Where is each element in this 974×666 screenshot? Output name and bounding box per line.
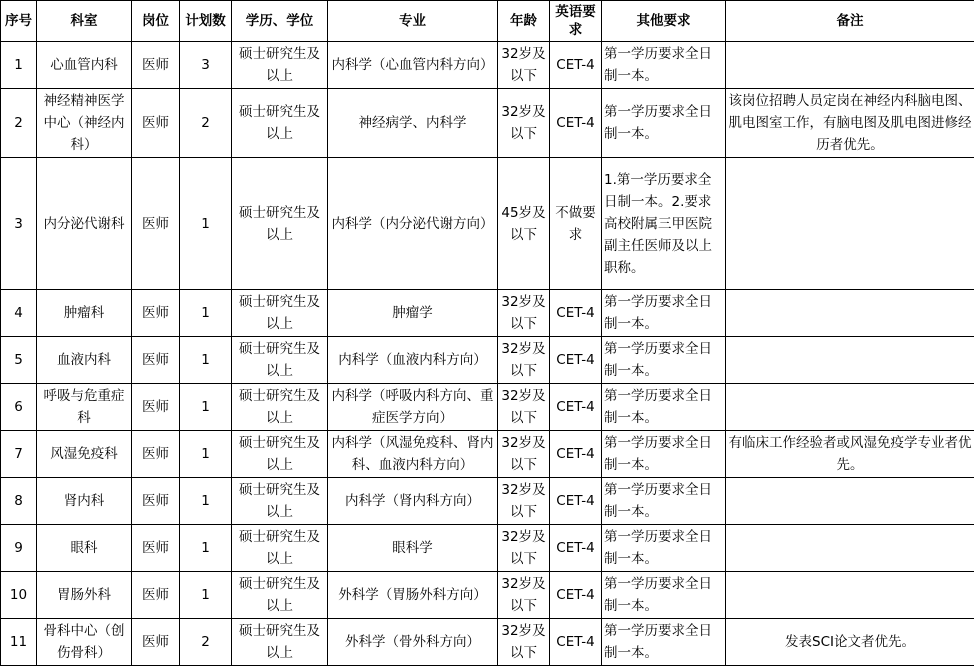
row-count: 1 bbox=[180, 431, 232, 478]
row-post: 医师 bbox=[132, 525, 180, 572]
row-note: 该岗位招聘人员定岗在神经内科脑电图、肌电图室工作，有脑电图及肌电图进修经历者优先。 bbox=[726, 89, 974, 158]
row-major: 眼科学 bbox=[328, 525, 498, 572]
header-edu: 学历、学位 bbox=[232, 1, 328, 42]
header-english: 英语要求 bbox=[550, 1, 602, 42]
row-no: 11 bbox=[1, 619, 37, 666]
row-major: 肿瘤学 bbox=[328, 290, 498, 337]
row-dept: 肿瘤科 bbox=[37, 290, 132, 337]
row-count: 1 bbox=[180, 384, 232, 431]
row-post: 医师 bbox=[132, 431, 180, 478]
row-age: 32岁及以下 bbox=[498, 42, 550, 89]
row-age: 32岁及以下 bbox=[498, 337, 550, 384]
row-count: 1 bbox=[180, 525, 232, 572]
row-major: 内科学（风湿免疫科、肾内科、血液内科方向） bbox=[328, 431, 498, 478]
row-age: 32岁及以下 bbox=[498, 619, 550, 666]
row-age: 32岁及以下 bbox=[498, 525, 550, 572]
row-no: 1 bbox=[1, 42, 37, 89]
row-major: 神经病学、内科学 bbox=[328, 89, 498, 158]
row-no: 2 bbox=[1, 89, 37, 158]
row-other: 第一学历要求全日制一本。 bbox=[602, 525, 726, 572]
row-count: 2 bbox=[180, 89, 232, 158]
row-edu: 硕士研究生及以上 bbox=[232, 158, 328, 290]
row-major: 内科学（内分泌代谢方向） bbox=[328, 158, 498, 290]
table-row bbox=[1, 478, 974, 525]
row-no: 4 bbox=[1, 290, 37, 337]
table-row bbox=[1, 619, 974, 666]
row-no: 3 bbox=[1, 158, 37, 290]
row-english: CET-4 bbox=[550, 337, 602, 384]
row-dept: 血液内科 bbox=[37, 337, 132, 384]
row-major: 内科学（呼吸内科方向、重症医学方向） bbox=[328, 384, 498, 431]
row-other: 第一学历要求全日制一本。 bbox=[602, 619, 726, 666]
row-english: CET-4 bbox=[550, 42, 602, 89]
row-major: 内科学（心血管内科方向） bbox=[328, 42, 498, 89]
row-no: 6 bbox=[1, 384, 37, 431]
row-english: CET-4 bbox=[550, 431, 602, 478]
row-edu: 硕士研究生及以上 bbox=[232, 619, 328, 666]
row-post: 医师 bbox=[132, 337, 180, 384]
table-row bbox=[1, 431, 974, 478]
row-post: 医师 bbox=[132, 89, 180, 158]
row-dept: 神经精神医学中心（神经内科） bbox=[37, 89, 132, 158]
row-age: 32岁及以下 bbox=[498, 572, 550, 619]
row-dept: 内分泌代谢科 bbox=[37, 158, 132, 290]
header-no: 序号 bbox=[1, 1, 37, 42]
row-age: 45岁及以下 bbox=[498, 158, 550, 290]
row-edu: 硕士研究生及以上 bbox=[232, 290, 328, 337]
row-major: 内科学（血液内科方向） bbox=[328, 337, 498, 384]
row-post: 医师 bbox=[132, 384, 180, 431]
row-count: 3 bbox=[180, 42, 232, 89]
row-other: 1.第一学历要求全日制一本。2.要求高校附属三甲医院副主任医师及以上职称。 bbox=[602, 158, 726, 290]
row-post: 医师 bbox=[132, 478, 180, 525]
row-no: 10 bbox=[1, 572, 37, 619]
row-edu: 硕士研究生及以上 bbox=[232, 337, 328, 384]
row-english: 不做要求 bbox=[550, 158, 602, 290]
row-edu: 硕士研究生及以上 bbox=[232, 384, 328, 431]
row-other: 第一学历要求全日制一本。 bbox=[602, 384, 726, 431]
row-note bbox=[726, 290, 974, 337]
row-age: 32岁及以下 bbox=[498, 431, 550, 478]
row-dept: 胃肠外科 bbox=[37, 572, 132, 619]
row-dept: 肾内科 bbox=[37, 478, 132, 525]
row-post: 医师 bbox=[132, 572, 180, 619]
row-post: 医师 bbox=[132, 42, 180, 89]
row-english: CET-4 bbox=[550, 572, 602, 619]
header-row bbox=[1, 1, 974, 42]
row-age: 32岁及以下 bbox=[498, 384, 550, 431]
row-other: 第一学历要求全日制一本。 bbox=[602, 89, 726, 158]
row-age: 32岁及以下 bbox=[498, 478, 550, 525]
row-english: CET-4 bbox=[550, 478, 602, 525]
row-other: 第一学历要求全日制一本。 bbox=[602, 337, 726, 384]
table-row bbox=[1, 384, 974, 431]
row-count: 1 bbox=[180, 290, 232, 337]
row-no: 9 bbox=[1, 525, 37, 572]
row-major: 外科学（胃肠外科方向） bbox=[328, 572, 498, 619]
header-major: 专业 bbox=[328, 1, 498, 42]
row-edu: 硕士研究生及以上 bbox=[232, 525, 328, 572]
row-english: CET-4 bbox=[550, 525, 602, 572]
row-dept: 呼吸与危重症科 bbox=[37, 384, 132, 431]
row-other: 第一学历要求全日制一本。 bbox=[602, 290, 726, 337]
row-no: 7 bbox=[1, 431, 37, 478]
row-dept: 骨科中心（创伤骨科） bbox=[37, 619, 132, 666]
header-other: 其他要求 bbox=[602, 1, 726, 42]
header-note: 备注 bbox=[726, 1, 974, 42]
header-age: 年龄 bbox=[498, 1, 550, 42]
table-row bbox=[1, 42, 974, 89]
row-dept: 风湿免疫科 bbox=[37, 431, 132, 478]
row-edu: 硕士研究生及以上 bbox=[232, 572, 328, 619]
table-row bbox=[1, 337, 974, 384]
row-english: CET-4 bbox=[550, 619, 602, 666]
header-post: 岗位 bbox=[132, 1, 180, 42]
row-english: CET-4 bbox=[550, 290, 602, 337]
table-row bbox=[1, 525, 974, 572]
row-dept: 眼科 bbox=[37, 525, 132, 572]
row-post: 医师 bbox=[132, 290, 180, 337]
row-english: CET-4 bbox=[550, 89, 602, 158]
table-row bbox=[1, 89, 974, 158]
row-note bbox=[726, 337, 974, 384]
row-count: 1 bbox=[180, 478, 232, 525]
row-major: 外科学（骨外科方向） bbox=[328, 619, 498, 666]
row-count: 1 bbox=[180, 337, 232, 384]
row-other: 第一学历要求全日制一本。 bbox=[602, 42, 726, 89]
row-english: CET-4 bbox=[550, 384, 602, 431]
row-note bbox=[726, 158, 974, 290]
row-edu: 硕士研究生及以上 bbox=[232, 431, 328, 478]
row-no: 8 bbox=[1, 478, 37, 525]
header-count: 计划数 bbox=[180, 1, 232, 42]
row-edu: 硕士研究生及以上 bbox=[232, 42, 328, 89]
row-note: 发表SCI论文者优先。 bbox=[726, 619, 974, 666]
row-other: 第一学历要求全日制一本。 bbox=[602, 478, 726, 525]
table-row bbox=[1, 290, 974, 337]
header-dept: 科室 bbox=[37, 1, 132, 42]
row-major: 内科学（肾内科方向） bbox=[328, 478, 498, 525]
row-post: 医师 bbox=[132, 158, 180, 290]
row-dept: 心血管内科 bbox=[37, 42, 132, 89]
row-note bbox=[726, 42, 974, 89]
row-note bbox=[726, 525, 974, 572]
row-edu: 硕士研究生及以上 bbox=[232, 89, 328, 158]
row-no: 5 bbox=[1, 337, 37, 384]
row-count: 1 bbox=[180, 572, 232, 619]
row-age: 32岁及以下 bbox=[498, 290, 550, 337]
row-note bbox=[726, 478, 974, 525]
table-row bbox=[1, 572, 974, 619]
table-row bbox=[1, 158, 974, 290]
row-edu: 硕士研究生及以上 bbox=[232, 478, 328, 525]
row-count: 1 bbox=[180, 158, 232, 290]
row-age: 32岁及以下 bbox=[498, 89, 550, 158]
row-note: 有临床工作经验者或风湿免疫学专业者优先。 bbox=[726, 431, 974, 478]
row-note bbox=[726, 572, 974, 619]
row-other: 第一学历要求全日制一本。 bbox=[602, 431, 726, 478]
row-count: 2 bbox=[180, 619, 232, 666]
row-post: 医师 bbox=[132, 619, 180, 666]
row-note bbox=[726, 384, 974, 431]
row-other: 第一学历要求全日制一本。 bbox=[602, 572, 726, 619]
